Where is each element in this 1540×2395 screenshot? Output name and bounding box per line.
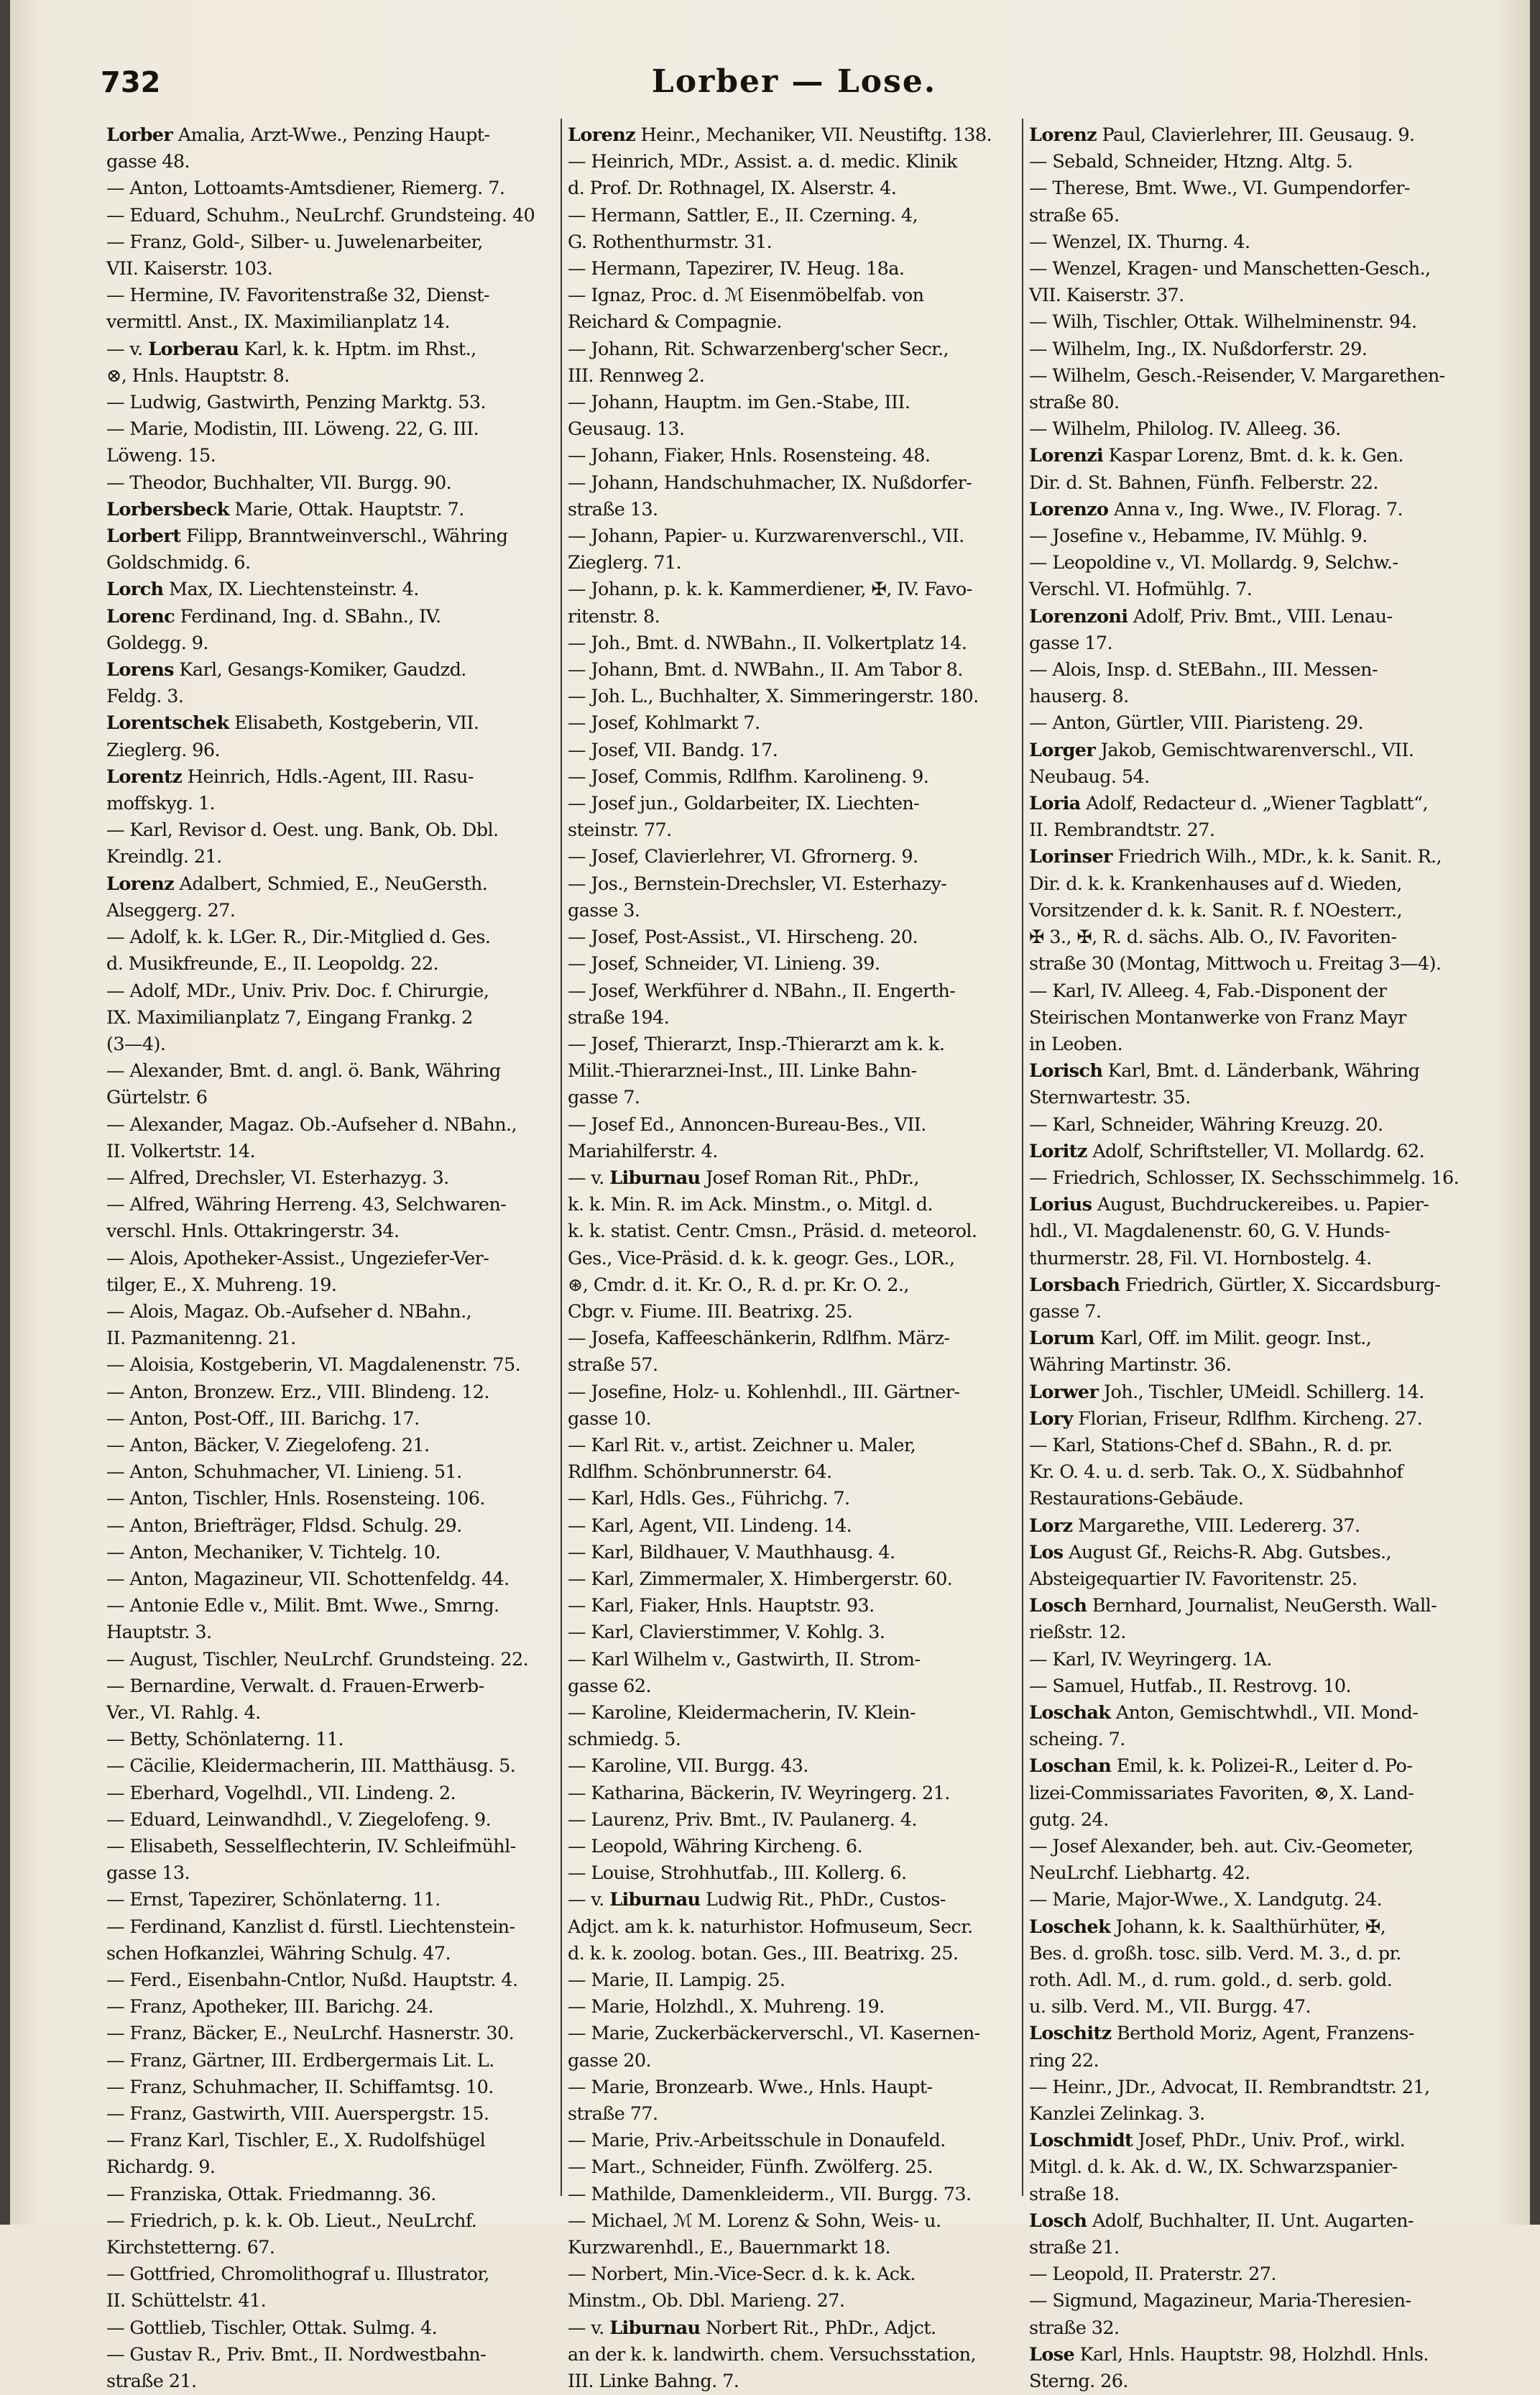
directory-entry: — Josef, Kohlmarkt 7. — [568, 712, 760, 735]
directory-entry: — Franz, Schuhmacher, II. Schiffamtsg. 10. — [106, 2076, 494, 2098]
directory-entry: — Johann, Bmt. d. NWBahn., II. Am Tabor 8. — [568, 659, 963, 681]
directory-entry: Loschitz Berthold Moriz, Agent, Franzens- ring 22. — [1029, 2023, 1414, 2072]
directory-entry: — Karoline, Kleidermacherin, IV. Klein- schmiedg. 5. — [568, 1701, 916, 1751]
directory-entry: Lorinser Friedrich Wilh., MDr., k. k. Sanit. R., Dir. d. k. k. Krankenhauses auf d. Wieden, Vorsitzender d. k. k. Sanit. R. f. NOesterr., ✠ 3., ✠, R. d. sächs. Alb. O., IV. Favoriten- straße 30 (Montag, Mittwoch u. Freitag 3—4). — [1029, 846, 1442, 975]
directory-entry: Lorz Margarethe, VIII. Ledererg. 37. — [1029, 1514, 1360, 1537]
surname-head: Lorenzo — [1029, 498, 1109, 520]
directory-entry: — Joh. L., Buchhalter, X. Simmeringerstr. 180. — [568, 686, 979, 708]
directory-entry: — Ferdinand, Kanzlist d. fürstl. Liechtenstein- schen Hofkanzlei, Währing Schulg. 47. — [106, 1916, 515, 1964]
directory-entry: — Anton, Lottoamts-Amtsdiener, Riemerg. 7. — [106, 178, 505, 200]
directory-entry: — Karl, Stations-Chef d. SBahn., R. d. pr. Kr. O. 4. u. d. serb. Tak. O., X. Südbahnhof Restaurations-Gebäude. — [1029, 1434, 1403, 1510]
directory-entry: Losch Adolf, Buchhalter, II. Unt. Augarten- straße 21. — [1029, 2210, 1414, 2259]
surname-head: Lorius — [1029, 1194, 1092, 1216]
directory-entry: — Heinr., JDr., Advocat, II. Rembrandtstr. 21, Kanzlei Zelinkag. 3. — [1029, 2076, 1430, 2125]
directory-entry: — Bernardine, Verwalt. d. Frauen-Erwerb- Ver., VI. Rahlg. 4. — [106, 1675, 484, 1724]
column-divider — [561, 119, 562, 2196]
directory-entry: — Alexander, Bmt. d. angl. ö. Bank, Währing Gürtelstr. 6 — [106, 1060, 501, 1109]
directory-entry: — Mathilde, Damenkleiderm., VII. Burgg. 73. — [568, 2183, 972, 2205]
directory-entry: — Ferd., Eisenbahn-Cntlor, Nußd. Hauptstr. 4. — [106, 1969, 518, 1992]
directory-entry: Lorenc Ferdinand, Ing. d. SBahn., IV. Goldegg. 9. — [106, 605, 441, 654]
directory-entry: — v. Liburnau Norbert Rit., PhDr., Adjct. an der k. k. landwirth. chem. Versuchsstation, III. Linke Bahng. 7. — [568, 2317, 976, 2393]
directory-entry: — Leopoldine v., VI. Mollardg. 9, Selchw.- Verschl. VI. Hofmühlg. 7. — [1029, 552, 1398, 601]
directory-entry: — Josef Alexander, beh. aut. Civ.-Geometer, NeuLrchf. Liebhartg. 42. — [1029, 1836, 1414, 1885]
surname-head: Liburnau — [609, 1167, 701, 1189]
directory-entry: — Karl, Revisor d. Oest. ung. Bank, Ob. Dbl. Kreindlg. 21. — [106, 819, 499, 868]
surname-head: Liburnau — [609, 1889, 701, 1911]
surname-head: Lorenzoni — [1029, 605, 1128, 628]
running-head: Lorber — Lose. — [651, 63, 937, 100]
directory-entry: Los August Gf., Reichs-R. Abg. Gutsbes., Absteigequartier IV. Favoritenstr. 25. — [1029, 1541, 1392, 1590]
directory-entry: Loschak Anton, Gemischtwhdl., VII. Mond- scheing. 7. — [1029, 1701, 1419, 1751]
directory-entry: — Wilhelm, Ing., IX. Nußdorferstr. 29. — [1029, 338, 1368, 360]
directory-entry: Lorens Karl, Gesangs-Komiker, Gaudzd. Feldg. 3. — [106, 659, 466, 708]
directory-entry: — Josefa, Kaffeeschänkerin, Rdlfhm. März- straße 57. — [568, 1328, 950, 1376]
directory-entry: — Josef, Thierarzt, Insp.-Thierarzt am k. k. Milit.-Thierarznei-Inst., III. Linke Bahn- gasse 7. — [568, 1033, 945, 1109]
directory-entry: Lorenz Paul, Clavierlehrer, III. Geusaug. 9. — [1029, 124, 1415, 146]
directory-entry: — Norbert, Min.-Vice-Secr. d. k. k. Ack. Minstm., Ob. Dbl. Marieng. 27. — [568, 2263, 916, 2312]
directory-entry: — Karl Rit. v., artist. Zeichner u. Maler, Rdlfhm. Schönbrunnerstr. 64. — [568, 1434, 916, 1484]
directory-entry: Lorenz Heinr., Mechaniker, VII. Neustiftg. 138. — [568, 124, 992, 146]
surname-head: Loschmidt — [1029, 2130, 1133, 2152]
surname-head: Lorens — [106, 659, 174, 681]
column-3 — [1029, 122, 1480, 2393]
directory-entry: Loschan Emil, k. k. Polizei-R., Leiter d. Po- lizei-Commissariates Favoriten, ⊗, X. Land- gutg. 24. — [1029, 1755, 1414, 1831]
directory-entry: — Sebald, Schneider, Htzng. Altg. 5. — [1029, 151, 1353, 173]
surname-head: Lorwer — [1029, 1381, 1099, 1403]
directory-entry: — Johann, Hauptm. im Gen.-Stabe, III. Geusaug. 13. — [568, 392, 910, 441]
directory-entry: — Theodor, Buchhalter, VII. Burgg. 90. — [106, 472, 452, 494]
surname-head: Lorger — [1029, 739, 1096, 761]
directory-entry: — Josef, Post-Assist., VI. Hirscheng. 20. — [568, 927, 918, 949]
page-header — [101, 63, 1488, 105]
directory-entry: Lorentschek Elisabeth, Kostgeberin, VII. Zieglerg. 96. — [106, 712, 479, 761]
directory-entry: — Josef, Schneider, VI. Linieng. 39. — [568, 953, 880, 975]
directory-entry: — Josef, Commis, Rdlfhm. Karolineng. 9. — [568, 766, 929, 788]
directory-entry: — Josef jun., Goldarbeiter, IX. Liechten- steinstr. 77. — [568, 793, 920, 842]
surname-head: Los — [1029, 1541, 1064, 1563]
directory-entry: — Leopold, Währing Kircheng. 6. — [568, 1836, 863, 1857]
directory-entry: — Alexander, Magaz. Ob.-Aufseher d. NBahn., II. Volkertstr. 14. — [106, 1113, 517, 1162]
directory-entry: — Alois, Apotheker-Assist., Ungeziefer-Ver- tilger, E., X. Muhreng. 19. — [106, 1247, 489, 1296]
directory-entry: Lorisch Karl, Bmt. d. Länderbank, Währing Sternwartestr. 35. — [1029, 1060, 1420, 1109]
directory-entry: — v. Lorberau Karl, k. k. Hptm. im Rhst., ⊗, Hnls. Hauptstr. 8. — [106, 338, 476, 387]
directory-entry: — Josefine, Holz- u. Kohlenhdl., III. Gärtner- gasse 10. — [568, 1381, 960, 1430]
directory-entry: — Hermann, Sattler, E., II. Czerning. 4, G. Rothenthurmstr. 31. — [568, 204, 918, 253]
directory-entry: — Anton, Briefträger, Fldsd. Schulg. 29. — [106, 1514, 462, 1537]
directory-entry: — Josefine v., Hebamme, IV. Mühlg. 9. — [1029, 525, 1368, 548]
directory-entry: Loschmidt Josef, PhDr., Univ. Prof., wirkl. Mitgl. d. k. Ak. d. W., IX. Schwarzspanier- straße 18. — [1029, 2130, 1406, 2205]
directory-entry: — Franz, Bäcker, E., NeuLrchf. Hasnerstr. 30. — [106, 2023, 515, 2045]
directory-entry: — Karoline, VII. Burgg. 43. — [568, 1755, 808, 1778]
directory-entry: Lory Florian, Friseur, Rdlfhm. Kircheng. 27. — [1029, 1407, 1423, 1430]
directory-entry: — Karl, Agent, VII. Lindeng. 14. — [568, 1514, 852, 1537]
directory-entry: — Franz Karl, Tischler, E., X. Rudolfshügel Richardg. 9. — [106, 2130, 486, 2179]
surname-head: Lorsbach — [1029, 1274, 1120, 1296]
directory-entry: — Heinrich, MDr., Assist. a. d. medic. Klinik d. Prof. Dr. Rothnagel, IX. Alserstr. 4. — [568, 151, 957, 200]
directory-entry: — Jos., Bernstein-Drechsler, VI. Esterhazy- gasse 3. — [568, 873, 947, 921]
directory-entry: Lorentz Heinrich, Hdls.-Agent, III. Rasu- moffskyg. 1. — [106, 766, 474, 815]
directory-entry: — Karl, IV. Weyringerg. 1A. — [1029, 1648, 1272, 1670]
surname-head: Loschan — [1029, 1755, 1112, 1778]
directory-entry: — Franz, Gold-, Silber- u. Juwelenarbeiter, VII. Kaiserstr. 103. — [106, 231, 483, 280]
surname-head: Lorenz — [1029, 124, 1097, 146]
directory-entry: — Franz, Apotheker, III. Barichg. 24. — [106, 1996, 434, 2018]
surname-head: Lorinser — [1029, 846, 1112, 868]
surname-head: Lorum — [1029, 1328, 1094, 1350]
directory-entry: — Johann, Fiaker, Hnls. Rosensteing. 48. — [568, 445, 931, 467]
directory-entry: — Eduard, Schuhm., NeuLrchf. Grundsteing. 40 — [106, 204, 535, 226]
directory-entry: Lorenzo Anna v., Ing. Wwe., IV. Florag. 7. — [1029, 498, 1403, 520]
directory-entry: — Marie, Priv.-Arbeitsschule in Donaufeld. — [568, 2130, 946, 2152]
surname-head: Lorentz — [106, 766, 183, 788]
surname-head: Lose — [1029, 2343, 1075, 2366]
directory-entry: — Friedrich, Schlosser, IX. Sechsschimmelg. 16. — [1029, 1167, 1460, 1189]
directory-entry: — Gottlieb, Tischler, Ottak. Sulmg. 4. — [106, 2317, 438, 2339]
directory-entry: — Ernst, Tapezirer, Schönlaterng. 11. — [106, 1889, 441, 1911]
directory-entry: — Adolf, MDr., Univ. Priv. Doc. f. Chirurgie, IX. Maximilianplatz 7, Eingang Frankg. 2 (3—4). — [106, 980, 489, 1055]
directory-entry: Loritz Adolf, Schriftsteller, VI. Mollardg. 62. — [1029, 1140, 1425, 1162]
directory-entry: — Johann, Handschuhmacher, IX. Nußdorfer- straße 13. — [568, 472, 972, 520]
surname-head: Loschek — [1029, 1916, 1111, 1938]
scan-edge-right — [1530, 0, 1540, 2225]
directory-entry: — Johann, p. k. k. Kammerdiener, ✠, IV. Favo- ritenstr. 8. — [568, 579, 972, 628]
directory-entry: — Karl, Schneider, Währing Kreuzg. 20. — [1029, 1113, 1383, 1136]
surname-head: Lorbert — [106, 525, 181, 548]
directory-entry: — Anton, Bäcker, V. Ziegelofeng. 21. — [106, 1434, 430, 1456]
directory-entry: — Franz, Gastwirth, VIII. Auerspergstr. 15. — [106, 2103, 489, 2125]
directory-entry: — Anton, Gürtler, VIII. Piaristeng. 29. — [1029, 712, 1363, 735]
directory-entry: — Betty, Schönlaterng. 11. — [106, 1729, 343, 1751]
directory-entry: — Anton, Bronzew. Erz., VIII. Blindeng. 12. — [106, 1381, 489, 1403]
directory-entry: — Karl Wilhelm v., Gastwirth, II. Strom- gasse 62. — [568, 1648, 921, 1697]
directory-entry: — Sigmund, Magazineur, Maria-Theresien- straße 32. — [1029, 2290, 1411, 2339]
directory-entry: — Alfred, Währing Herreng. 43, Selchwaren- verschl. Hnls. Ottakringerstr. 34. — [106, 1194, 507, 1243]
directory-entry: Loria Adolf, Redacteur d. „Wiener Tagblatt“, II. Rembrandtstr. 27. — [1029, 793, 1428, 842]
directory-entry: — Anton, Post-Off., III. Barichg. 17. — [106, 1407, 420, 1430]
directory-entry: — Johann, Papier- u. Kurzwarenverschl., VII. Zieglerg. 71. — [568, 525, 964, 574]
directory-entry: — Josef, Clavierlehrer, VI. Gfrornerg. 9. — [568, 846, 918, 868]
surname-head: Lorch — [106, 579, 164, 601]
directory-entry: — Anton, Magazineur, VII. Schottenfeldg. 44. — [106, 1568, 510, 1590]
directory-entry: — Karl, Fiaker, Hnls. Hauptstr. 93. — [568, 1595, 875, 1617]
surname-head: Lorenz — [106, 873, 175, 895]
surname-head: Lorentschek — [106, 712, 229, 735]
directory-entry: — Gottfried, Chromolithograf u. Illustrator, II. Schüttelstr. 41. — [106, 2263, 489, 2312]
directory-entry: Lorbersbeck Marie, Ottak. Hauptstr. 7. — [106, 498, 464, 520]
directory-entry: — Marie, Zuckerbäckerverschl., VI. Kasernen- gasse 20. — [568, 2023, 980, 2072]
directory-entry: — Katharina, Bäckerin, IV. Weyringerg. 21. — [568, 1782, 950, 1804]
directory-entry: Lorber Amalia, Arzt-Wwe., Penzing Haupt- gasse 48. — [106, 124, 490, 173]
directory-entry: — Joh., Bmt. d. NWBahn., II. Volkertplatz 14. — [568, 632, 967, 654]
directory-entry: Lorbert Filipp, Branntweinverschl., Währing Goldschmidg. 6. — [106, 525, 508, 574]
directory-entry: — Gustav R., Priv. Bmt., II. Nordwestbahn- straße 21. — [106, 2343, 487, 2393]
directory-entry: — Marie, II. Lampig. 25. — [568, 1969, 785, 1992]
directory-entry: — Hermann, Tapezirer, IV. Heug. 18a. — [568, 258, 905, 280]
directory-entry: — Karl, Hdls. Ges., Führichg. 7. — [568, 1488, 850, 1510]
directory-entry: Lorger Jakob, Gemischtwarenverschl., VII. Neubaug. 54. — [1029, 739, 1414, 788]
directory-entry: — Wilhelm, Philolog. IV. Alleeg. 36. — [1029, 418, 1341, 441]
directory-entry: Lorenz Adalbert, Schmied, E., NeuGersth. Alseggerg. 27. — [106, 873, 488, 921]
surname-head: Lorisch — [1029, 1060, 1103, 1082]
directory-entry: — Marie, Holzhdl., X. Muhreng. 19. — [568, 1996, 885, 2018]
directory-entry: — Johann, Rit. Schwarzenberg'scher Secr., III. Rennweg 2. — [568, 338, 949, 387]
directory-entry: Lose Karl, Hnls. Hauptstr. 98, Holzhdl. Hnls. Sterng. 26. — [1029, 2343, 1429, 2393]
directory-entry: — v. Liburnau Josef Roman Rit., PhDr., k. k. Min. R. im Ack. Minstm., o. Mitgl. d. k. k. statist. Centr. Cmsn., Präsid. d. meteorol. Ges., Vice-Präsid. d. k. k. geogr. Ges., LOR., ⊛, Cmdr. d. it. Kr. O., R. d. pr. Kr. O. 2., Cbgr. v. Fiume. III. Beatrixg. 25. — [568, 1167, 977, 1323]
directory-entry: — Samuel, Hutfab., II. Restrovg. 10. — [1029, 1675, 1351, 1697]
directory-entry: — Therese, Bmt. Wwe., VI. Gumpendorfer- straße 65. — [1029, 178, 1410, 226]
directory-entry: Lorenzi Kaspar Lorenz, Bmt. d. k. k. Gen. Dir. d. St. Bahnen, Fünfh. Felberstr. 22. — [1029, 445, 1403, 494]
surname-head: Liburnau — [609, 2317, 701, 2339]
directory-entry: — Adolf, k. k. LGer. R., Dir.-Mitglied d. Ges. d. Musikfreunde, E., II. Leopoldg. 22. — [106, 927, 491, 975]
directory-entry: — Cäcilie, Kleidermacherin, III. Matthäusg. 5. — [106, 1755, 516, 1778]
directory-entry: — Louise, Strohhutfab., III. Kollerg. 6. — [568, 1862, 907, 1885]
directory-entry: — Laurenz, Priv. Bmt., IV. Paulanerg. 4. — [568, 1808, 917, 1831]
directory-entry: — Friedrich, p. k. k. Ob. Lieut., NeuLrchf. Kirchstetterng. 67. — [106, 2210, 477, 2259]
directory-entry: — Josef Ed., Annoncen-Bureau-Bes., VII. Mariahilferstr. 4. — [568, 1113, 926, 1162]
surname-head: Lorz — [1029, 1514, 1073, 1537]
directory-entry: — August, Tischler, NeuLrchf. Grundsteing. 22. — [106, 1648, 529, 1670]
scan-edge-left — [0, 0, 10, 2225]
directory-entry: — Wilh, Tischler, Ottak. Wilhelminenstr. 94. — [1029, 311, 1417, 334]
directory-entry: — Karl, Clavierstimmer, V. Kohlg. 3. — [568, 1622, 885, 1644]
directory-entry: Lorenzoni Adolf, Priv. Bmt., VIII. Lenau- gasse 17. — [1029, 605, 1393, 654]
directory-entry: Loschek Johann, k. k. Saalthürhüter, ✠, Bes. d. großh. tosc. silb. Verd. M. 3., d. pr. roth. Adl. M., d. rum. gold., d. serb. gold. u. silb. Verd. M., VII. Burgg. 47. — [1029, 1916, 1401, 2018]
directory-entry: Lorum Karl, Off. im Milit. geogr. Inst., Währing Martinstr. 36. — [1029, 1328, 1372, 1376]
directory-entry: — Marie, Bronzearb. Wwe., Hnls. Haupt- straße 77. — [568, 2076, 933, 2125]
directory-entry: — Karl, Zimmermaler, X. Himbergerstr. 60. — [568, 1568, 953, 1590]
directory-entry: Lorch Max, IX. Liechtensteinstr. 4. — [106, 579, 419, 601]
directory-entry: — Franz, Gärtner, III. Erdbergermais Lit. L. — [106, 2049, 494, 2072]
surname-head: Lorbersbeck — [106, 498, 229, 520]
directory-entry: — Anton, Mechaniker, V. Tichtelg. 10. — [106, 1541, 441, 1563]
surname-head: Losch — [1029, 2210, 1087, 2232]
directory-entry: — Karl, Bildhauer, V. Mauthhausg. 4. — [568, 1541, 895, 1563]
directory-entry: — Josef, VII. Bandg. 17. — [568, 739, 778, 761]
directory-entry: — Franziska, Ottak. Friedmanng. 36. — [106, 2183, 436, 2205]
column-2 — [568, 122, 1019, 2393]
surname-head: Loria — [1029, 793, 1081, 815]
directory-entry: — Elisabeth, Sesselflechterin, IV. Schleifmühl- gasse 13. — [106, 1836, 516, 1885]
directory-entry: — Leopold, II. Praterstr. 27. — [1029, 2263, 1276, 2286]
surname-head: Loschitz — [1029, 2023, 1112, 2045]
directory-entry: — Anton, Schuhmacher, VI. Linieng. 51. — [106, 1461, 462, 1484]
directory-entry: — Wenzel, IX. Thurng. 4. — [1029, 231, 1250, 253]
directory-entry: — Eduard, Leinwandhdl., V. Ziegelofeng. 9. — [106, 1808, 492, 1831]
directory-entry: — Ignaz, Proc. d. ℳ Eisenmöbelfab. von Reichard & Compagnie. — [568, 285, 924, 334]
directory-entry: Lorwer Joh., Tischler, UMeidl. Schillerg. 14. — [1029, 1381, 1424, 1403]
directory-entry: Lorsbach Friedrich, Gürtler, X. Siccardsburg- gasse 7. — [1029, 1274, 1441, 1323]
directory-entry: — Wenzel, Kragen- und Manschetten-Gesch., VII. Kaiserstr. 37. — [1029, 258, 1431, 307]
directory-entry: — Anton, Tischler, Hnls. Rosensteing. 106. — [106, 1488, 485, 1510]
directory-entry: — Ludwig, Gastwirth, Penzing Marktg. 53. — [106, 392, 487, 414]
directory-entry: — Hermine, IV. Favoritenstraße 32, Dienst- vermittl. Anst., IX. Maximilianplatz 14. — [106, 285, 489, 334]
directory-entry: — Marie, Major-Wwe., X. Landgutg. 24. — [1029, 1889, 1383, 1911]
surname-head: Lorenz — [568, 124, 636, 146]
surname-head: Lorberau — [148, 338, 239, 360]
directory-entry: — Michael, ℳ M. Lorenz & Sohn, Weis- u. Kurzwarenhdl., E., Bauernmarkt 18. — [568, 2210, 941, 2259]
directory-entry: — Aloisia, Kostgeberin, VI. Magdalenenstr. 75. — [106, 1354, 521, 1376]
directory-entry: Losch Bernhard, Journalist, NeuGersth. Wall- rießstr. 12. — [1029, 1595, 1437, 1644]
column-1 — [106, 122, 558, 2393]
surname-head: Lory — [1029, 1407, 1073, 1430]
surname-head: Losch — [1029, 1595, 1087, 1617]
page-number: 732 — [101, 66, 161, 99]
surname-head: Lorenc — [106, 605, 175, 628]
directory-entry: — Karl, IV. Alleeg. 4, Fab.-Disponent der Steirischen Montanwerke von Franz Mayr in Leoben. — [1029, 980, 1406, 1055]
directory-entry: — Eberhard, Vogelhdl., VII. Lindeng. 2. — [106, 1782, 456, 1804]
surname-head: Loschak — [1029, 1701, 1111, 1724]
directory-entry: — Josef, Werkführer d. NBahn., II. Engerth- straße 194. — [568, 980, 956, 1029]
surname-head: Loritz — [1029, 1140, 1087, 1162]
directory-entry: Lorius August, Buchdruckereibes. u. Papier- hdl., VI. Magdalenenstr. 60, G. V. Hunds- thurmerstr. 28, Fil. VI. Hornbostelg. 4. — [1029, 1194, 1429, 1269]
directory-entry: — Wilhelm, Gesch.-Reisender, V. Margarethen- straße 80. — [1029, 364, 1445, 414]
directory-entry: — Alois, Magaz. Ob.-Aufseher d. NBahn., II. Pazmanitenng. 21. — [106, 1300, 472, 1350]
column-divider — [1022, 119, 1023, 2196]
surname-head: Lorenzi — [1029, 445, 1104, 467]
directory-entry: — Antonie Edle v., Milit. Bmt. Wwe., Smrng. Hauptstr. 3. — [106, 1595, 499, 1644]
directory-entry: — Alois, Insp. d. StEBahn., III. Messen- hauserg. 8. — [1029, 659, 1378, 708]
directory-entry: — Marie, Modistin, III. Löweng. 22, G. III. Löweng. 15. — [106, 418, 479, 467]
directory-entry: — Mart., Schneider, Fünfh. Zwölferg. 25. — [568, 2156, 933, 2179]
directory-entry: — Alfred, Drechsler, VI. Esterhazyg. 3. — [106, 1167, 449, 1189]
directory-entry: — v. Liburnau Ludwig Rit., PhDr., Custos- Adjct. am k. k. naturhistor. Hofmuseum, Secr. d. k. k. zoolog. botan. Ges., III. Beatrixg. 25. — [568, 1889, 973, 1964]
surname-head: Lorber — [106, 124, 173, 146]
